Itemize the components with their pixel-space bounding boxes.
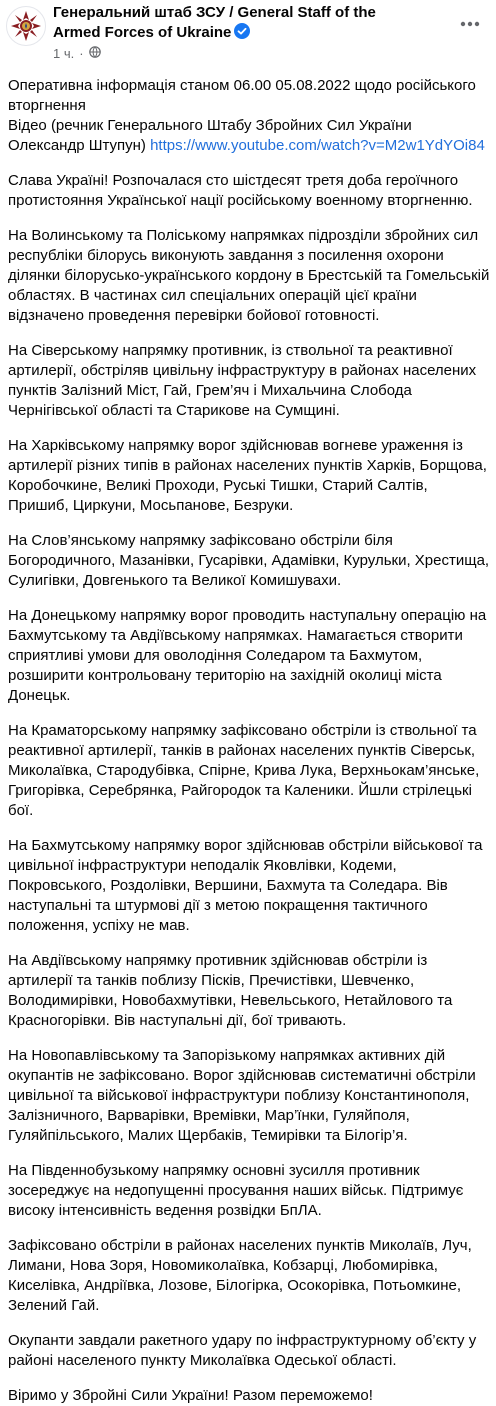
post-paragraph: На Донецькому напрямку ворог проводить наступальну операцію на Бахмутському та Авдіївському напрямках. Намагається створити сприятливі умови для оволодіння Соледаром та Бахмутом, розширити контрольовану територію на західній околиці міста Донецьк. xyxy=(8,607,487,704)
verified-badge-icon xyxy=(234,23,250,39)
intro-video-line xyxy=(8,116,490,156)
ellipsis-icon xyxy=(460,21,480,27)
youtube-link[interactable]: https://www.youtube.com/watch?v=M2w1YdYOi84 xyxy=(150,137,485,154)
post-paragraph: Окупанти завдали ракетного удару по інфраструктурному об’єкту у районі населеного пункту Миколаївка Одеської області. xyxy=(8,1332,477,1369)
author-name: Генеральний штаб ЗСУ / General Staff of the Armed Forces of Ukraine xyxy=(53,4,376,41)
post-paragraph: На Південнобузькому напрямку основні зусилля противник зосереджує на недопущенні просування наших військ. Підтримує високу інтенсивність ведення розвідки БпЛА. xyxy=(8,1162,464,1219)
meta-separator: · xyxy=(79,46,84,61)
post-paragraph: На Харківському напрямку ворог здійснював вогневе ураження із артилерії різних типів в районах населених пунктів Харків, Борщова, Коробочкине, Великі Проходи, Руські Тишки, Старий Салтів, Пришиб, Циркуни, Мосьпанове, Безруки. xyxy=(8,437,487,514)
post-timestamp[interactable]: 1 ч. xyxy=(53,46,75,61)
intro-video-text: Відео (речник Генерального Штабу Збройних Сил України Олександр Штупун) xyxy=(8,117,412,154)
ukraine-armed-forces-emblem-icon xyxy=(9,9,43,43)
post-meta xyxy=(53,46,101,62)
post-paragraph: На Сіверському напрямку противник, із ствольної та реактивної артилерії, обстріляв цивільну інфраструктуру в районах населених пунктів Залізний Міст, Гай, Грем’яч і Михальчина Слобода Чернігівської області та Старикове на Сумщині. xyxy=(8,342,477,419)
intro-title: Оперативна інформація станом 06.00 05.08.2022 щодо російського вторгнення xyxy=(8,77,476,114)
post-paragraph: На Волинському та Поліському напрямках підрозділи збройних сил республіки білорусь виконують завдання з посилення охорони ділянки білорусько-українського кордону в Брестській та Гомельській областях. В частинах сил спеціальних операцій цієї країни відзначено проведення перевірки бойової готовності. xyxy=(8,227,490,324)
post-paragraph: На Слов’янському напрямку зафіксовано обстріли біля Богородичного, Мазанівки, Гусарівки, Адамівки, Курульки, Хрестища, Сулигівки, Довгенького та Великої Комишувахи. xyxy=(8,532,490,589)
post-paragraph: На Бахмутському напрямку ворог здійснював обстріли військової та цивільної інфраструктури неподалік Яковлівки, Кодеми, Покровського, Роздолівки, Вершини, Бахмута та Соледара. Вів наступальні та штурмові дії з метою покращення тактичного положення, успіху не мав. xyxy=(8,837,483,934)
post-body xyxy=(8,76,490,1406)
globe-icon[interactable] xyxy=(89,46,101,62)
more-options-button[interactable] xyxy=(456,12,484,36)
post-paragraph: На Авдіївському напрямку противник здійснював обстріли із артилерії та танків поблизу Пісків, Пречистівки, Шевченко, Володимирівки, Новобахмутівки, Невельського, Нетайлового та Красногорівки. Вів наступальні дії, бої тривають. xyxy=(8,952,453,1029)
post-paragraph: На Новопавлівському та Запорізькому напрямках активних дій окупантів не зафіксовано. Ворог здійснював систематичні обстріли цивільної та військової інфраструктури поблизу Константинополя, Залізничного, Варварівки, Времівки, Мар’їнки, Гуляйполя, Гуляйпільського, Малих Щербаків, Темирівки та Білогір’я. xyxy=(8,1047,476,1144)
page-avatar[interactable] xyxy=(6,6,46,46)
post-header xyxy=(0,0,496,72)
post-author[interactable] xyxy=(53,3,425,43)
post-paragraph: Слава Україні! Розпочалася сто шістдесят третя доба героїчного протистояння Української нації російському военному вторгненню. xyxy=(8,172,473,209)
post-paragraph: Віримо у Збройні Сили України! Разом переможемо! xyxy=(8,1387,373,1404)
post-intro xyxy=(8,76,490,156)
post-paragraph: Зафіксовано обстріли в районах населених пунктів Миколаїв, Луч, Лимани, Нова Зоря, Новомиколаївка, Кобзарці, Любомирівка, Киселівка, Андріївка, Лозове, Білогірка, Осокорівка, Потьомкине, Зелений Гай. xyxy=(8,1237,472,1314)
post-paragraph: На Краматорському напрямку зафіксовано обстріли із ствольної та реактивної артилерії, танків в районах населених пунктів Сіверськ, Миколаївка, Стародубівка, Спірне, Крива Лука, Верхньокам’янське, Григорівка, Серебрянка, Райгородок та Каленики. Йшли стрілецькі бої. xyxy=(8,722,480,819)
